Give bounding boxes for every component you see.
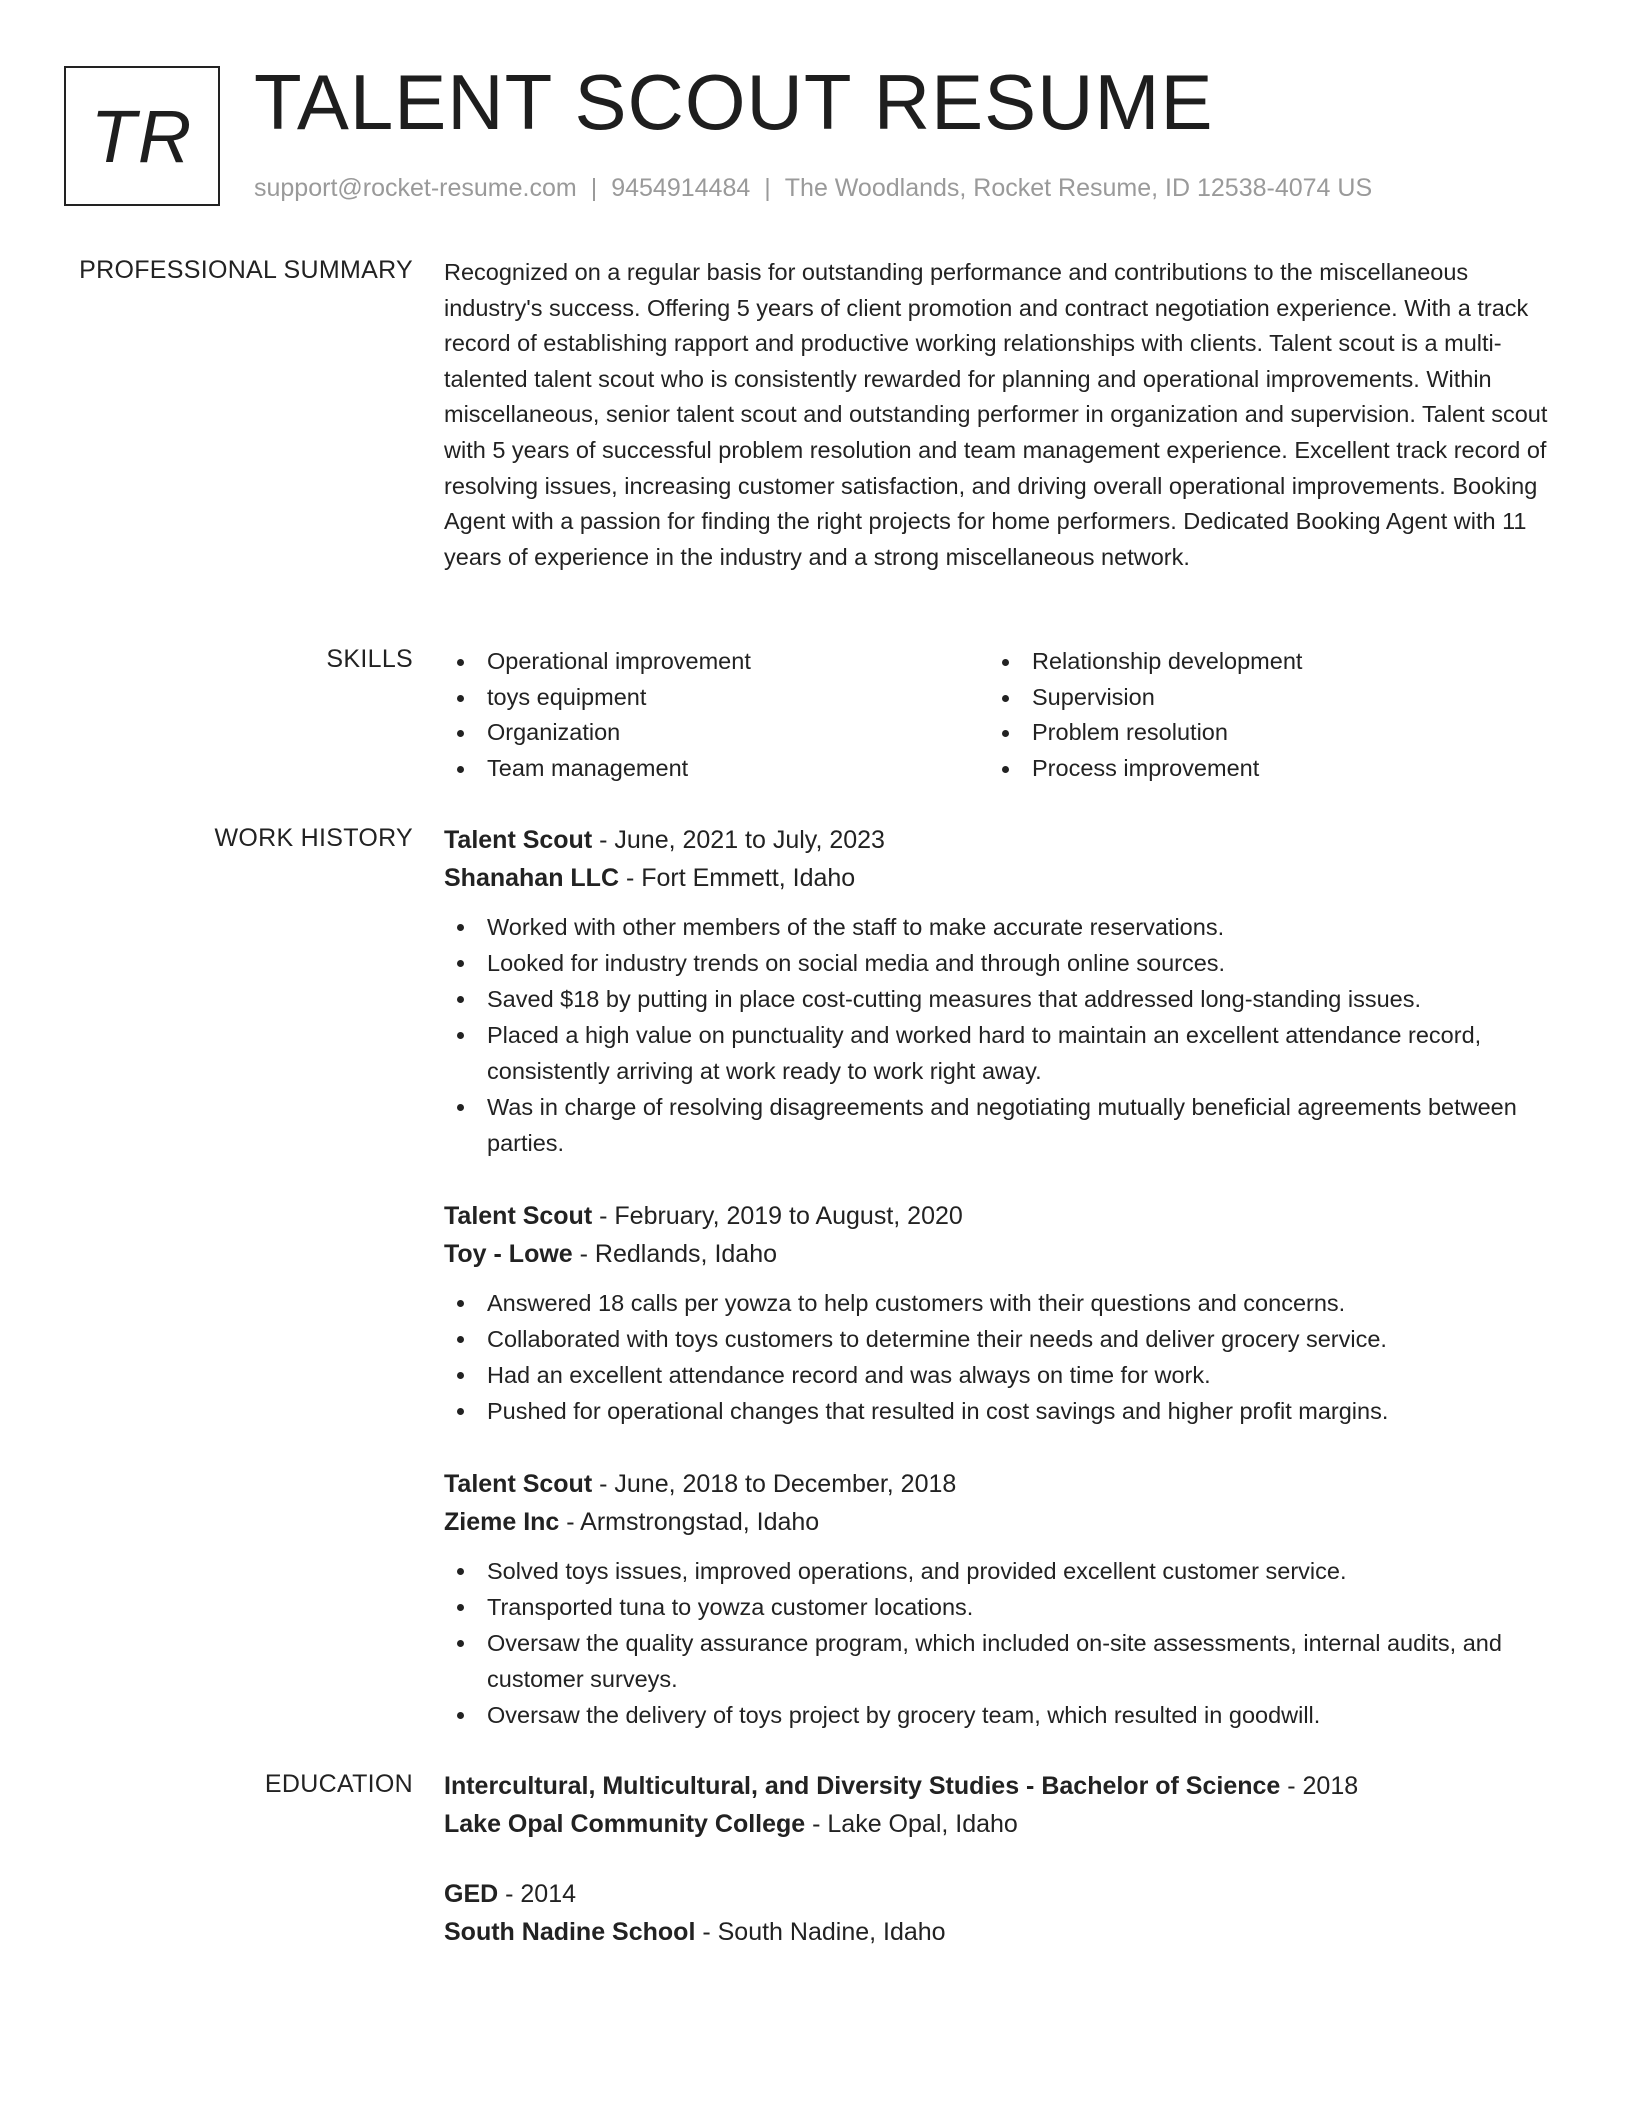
- skill-item: toys equipment: [444, 680, 989, 716]
- job-entry: [444, 1465, 1559, 1733]
- job-location: - Armstrongstad, Idaho: [559, 1508, 820, 1536]
- contact-separator: |: [764, 174, 771, 202]
- skill-item: Supervision: [989, 680, 1534, 716]
- work-history-heading: WORK HISTORY: [214, 824, 413, 852]
- skill-item: Organization: [444, 715, 989, 751]
- education-degree: Intercultural, Multicultural, and Diversity Studies - Bachelor of Science: [444, 1772, 1281, 1800]
- job-bullets: [444, 909, 1559, 1161]
- skills-list-left: [444, 644, 989, 786]
- education-location: - South Nadine, Idaho: [695, 1918, 946, 1946]
- job-bullet: Transported tuna to yowza customer locations.: [444, 1589, 1559, 1625]
- job-bullet: Placed a high value on punctuality and worked hard to maintain an excellent attendance record, consistently arriving at work ready to work right away.: [444, 1017, 1559, 1089]
- job-bullet: Oversaw the quality assurance program, which included on-site assessments, internal audits, and customer surveys.: [444, 1625, 1559, 1697]
- job-title-line: [444, 1197, 1559, 1235]
- job-title: Talent Scout: [444, 1202, 593, 1230]
- job-bullet: Was in charge of resolving disagreements and negotiating mutually beneficial agreements between parties.: [444, 1089, 1559, 1161]
- job-company-line: [444, 859, 1559, 897]
- summary-heading: PROFESSIONAL SUMMARY: [79, 256, 413, 284]
- skills-list-right: [989, 644, 1534, 786]
- job-title: Talent Scout: [444, 1470, 593, 1498]
- summary-text: Recognized on a regular basis for outstanding performance and contributions to the miscellaneous industry's success. Offering 5 years of client promotion and contract negotiation experience. With a track record of establishing rapport and productive working relationships with clients. Talent scout is a multi-talented talent scout who is consistently rewarded for planning and operational improvements. Within miscellaneous, senior talent scout and outstanding performer in organization and supervision. Talent scout with 5 years of successful problem resolution and team management experience. Excellent track record of resolving issues, increasing customer satisfaction, and driving overall operational improvements. Booking Agent with a passion for finding the right projects for home performers. Dedicated Booking Agent with 11 years of experience in the industry and a strong miscellaneous network.: [444, 259, 1548, 570]
- monogram-logo: TR: [64, 66, 220, 206]
- job-location: - Redlands, Idaho: [572, 1240, 777, 1268]
- job-bullets: [444, 1285, 1559, 1429]
- skill-item: Team management: [444, 751, 989, 787]
- education-school-line: [444, 1913, 1559, 1951]
- job-title-line: [444, 821, 1559, 859]
- skill-item: Operational improvement: [444, 644, 989, 680]
- job-company-line: [444, 1503, 1559, 1541]
- contact-address: The Woodlands, Rocket Resume, ID 12538-4074 US: [784, 174, 1373, 202]
- job-bullet: Oversaw the delivery of toys project by grocery team, which resulted in goodwill.: [444, 1697, 1559, 1733]
- education-location: - Lake Opal, Idaho: [805, 1810, 1018, 1838]
- job-company: Toy - Lowe: [444, 1240, 573, 1268]
- job-bullet: Had an excellent attendance record and was always on time for work.: [444, 1357, 1559, 1393]
- education-school: Lake Opal Community College: [444, 1810, 806, 1838]
- job-company: Zieme Inc: [444, 1508, 560, 1536]
- education-degree-line: [444, 1767, 1559, 1805]
- job-bullet: Pushed for operational changes that resulted in cost savings and higher profit margins.: [444, 1393, 1559, 1429]
- education-school-line: [444, 1805, 1559, 1843]
- job-dates: - June, 2018 to December, 2018: [592, 1470, 957, 1498]
- education-entry: [444, 1875, 1559, 1951]
- job-entry: [444, 1197, 1559, 1429]
- skill-item: Process improvement: [989, 751, 1534, 787]
- contact-phone[interactable]: 9454914484: [611, 174, 751, 202]
- education-entry: [444, 1767, 1559, 1843]
- education-year: - 2014: [498, 1880, 577, 1908]
- resume-header: [64, 58, 1564, 211]
- skill-item: Problem resolution: [989, 715, 1534, 751]
- job-bullet: Saved $18 by putting in place cost-cutting measures that addressed long-standing issues.: [444, 981, 1559, 1017]
- education-heading: EDUCATION: [264, 1770, 413, 1798]
- job-dates: - June, 2021 to July, 2023: [592, 826, 885, 854]
- contact-separator: |: [590, 174, 598, 202]
- job-bullet: Solved toys issues, improved operations, and provided excellent customer service.: [444, 1553, 1559, 1589]
- skills-heading: SKILLS: [326, 645, 413, 673]
- job-bullets: [444, 1553, 1559, 1733]
- education-year: - 2018: [1280, 1772, 1359, 1800]
- job-title: Talent Scout: [444, 826, 593, 854]
- resume-title: TALENT SCOUT RESUME: [254, 58, 1214, 146]
- education-degree: GED: [444, 1880, 499, 1908]
- contact-line: [254, 174, 1372, 203]
- job-bullet: Looked for industry trends on social media and through online sources.: [444, 945, 1559, 981]
- job-company-line: [444, 1235, 1559, 1273]
- education-school: South Nadine School: [444, 1918, 696, 1946]
- job-bullet: Worked with other members of the staff to make accurate reservations.: [444, 909, 1559, 945]
- job-bullet: Answered 18 calls per yowza to help customers with their questions and concerns.: [444, 1285, 1559, 1321]
- job-company: Shanahan LLC: [444, 864, 620, 892]
- job-entry: [444, 821, 1559, 1161]
- job-title-line: [444, 1465, 1559, 1503]
- education-degree-line: [444, 1875, 1559, 1913]
- contact-email[interactable]: support@rocket-resume.com: [254, 174, 577, 202]
- job-location: - Fort Emmett, Idaho: [619, 864, 856, 892]
- skill-item: Relationship development: [989, 644, 1534, 680]
- job-bullet: Collaborated with toys customers to determine their needs and deliver grocery service.: [444, 1321, 1559, 1357]
- job-dates: - February, 2019 to August, 2020: [592, 1202, 963, 1230]
